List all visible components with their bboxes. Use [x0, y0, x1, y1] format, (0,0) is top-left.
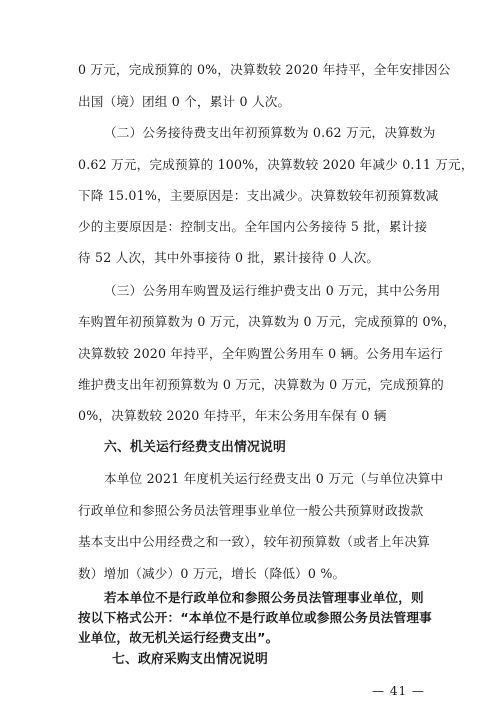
page-number: — 41 —	[372, 684, 425, 698]
paragraph-line: 数）增加（减少）0 万元，增长（降低）0 %。	[78, 566, 346, 581]
paragraph-line: 车购置年初预算数为 0 万元，决算数为 0 万元，完成预算的 0%，	[78, 314, 456, 329]
paragraph-line: 下降 15.01%，主要原因是：支出减少。决算数较年初预算数减	[78, 188, 439, 203]
paragraph-line: 决算数较 2020 年持平，全年购置公务用车 0 辆。公务用车运行	[78, 346, 443, 361]
paragraph-line: 本单位 2021 年度机关运行经费支出 0 万元（与单位决算中	[104, 471, 444, 486]
paragraph-line: 待 52 人次，其中外事接待 0 批，累计接待 0 人次。	[78, 250, 380, 265]
paragraph-line: （二）公务接待费支出年初预算数为 0.62 万元，决算数为	[104, 125, 436, 140]
note-line: 若本单位不是行政单位和参照公务员法管理事业单位，则	[104, 590, 424, 605]
note-line: 按以下格式公开：“本单位不是行政单位或参照公务员法管理事	[78, 610, 432, 625]
paragraph-line: 少的主要原因是：控制支出。全年国内公务接待 5 批，累计接	[78, 219, 428, 234]
paragraph-line: 0%，决算数较 2020 年持平，年末公务用车保有 0 辆	[78, 408, 387, 423]
paragraph-line: 维护费支出年初预算数为 0 万元，决算数为 0 万元，完成预算的	[78, 377, 444, 392]
section-heading-7: 七、政府采购支出情况说明	[112, 652, 268, 667]
paragraph-line: 行政单位和参照公务员法管理事业单位一般公共预算财政拨款	[78, 503, 424, 518]
paragraph-line: 0 万元，完成预算的 0%，决算数较 2020 年持平，全年安排因公	[78, 62, 451, 77]
paragraph-line: 0.62 万元，完成预算的 100%，决算数较 2020 年减少 0.11 万元，	[78, 157, 474, 172]
paragraph-line: （三）公务用车购置及运行维护费支出 0 万元，其中公务用	[104, 283, 441, 298]
paragraph-line: 出国（境）团组 0 个，累计 0 人次。	[78, 94, 291, 109]
paragraph-line: 基本支出中公用经费之和一致），较年初预算数（或者上年决算	[78, 534, 430, 549]
note-line: 业单位，故无机关运行经费支出”。	[78, 630, 279, 645]
section-heading-6: 六、机关运行经费支出情况说明	[104, 440, 286, 455]
